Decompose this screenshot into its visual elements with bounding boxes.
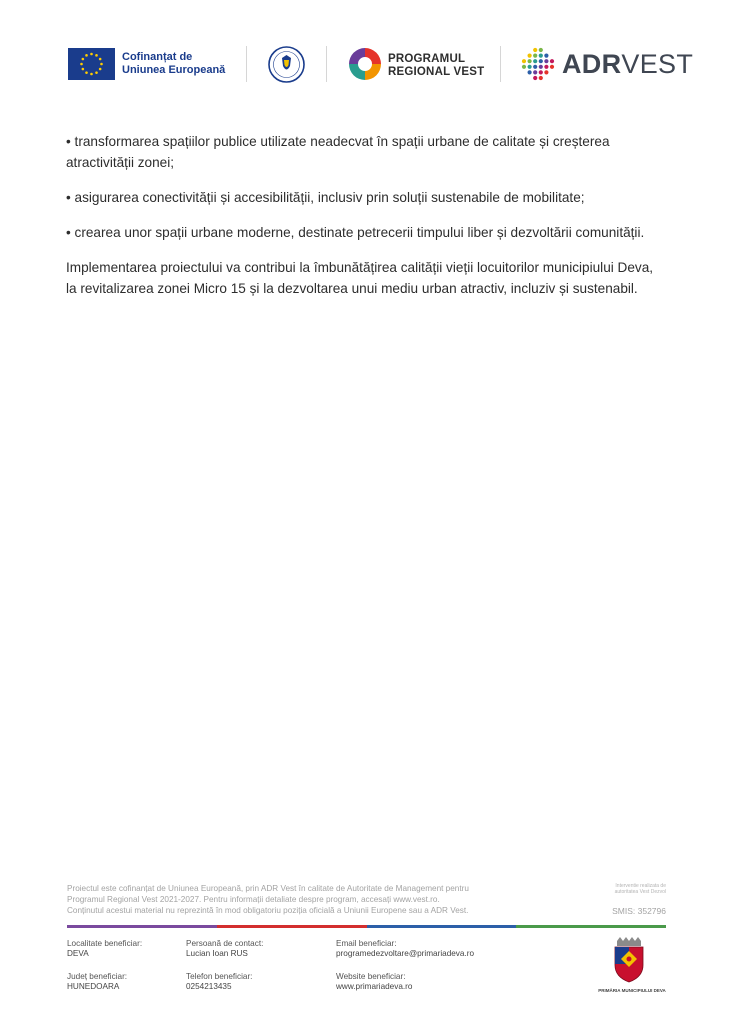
eu-star-icon (80, 63, 83, 66)
email-info: Email beneficiar: programedezvoltare@primariadeva.ro (336, 939, 475, 958)
eu-star-icon (99, 68, 102, 71)
email-link[interactable]: programedezvoltare@primariadeva.ro (336, 949, 475, 958)
summary-paragraph: Implementarea proiectului va contribui la îmbunătățirea calității vieții locuitorilor municipiului Deva, la revitalizarea zonei Micro 15 și la dezvoltarea unui mediu urban atractiv, incluziv și sustenabil. (66, 260, 654, 296)
color-segment (367, 925, 517, 928)
logo-dot (539, 76, 543, 80)
color-segment (217, 925, 367, 928)
eu-star-icon (90, 73, 93, 76)
logo-dot (539, 70, 543, 74)
funding-disclaimer: Proiectul este cofinanțat de Uniunea Europeană, prin ADR Vest în calitate de Autoritate de Management pentru Programul Regional Vest 2021-2027. Pentru informații detaliate despre program, accesați www.vest.ro. Conținutul acestui material nu reprezintă în mod obligatoriu poziția oficială a Uniunii Europene sau a ADR Vest. (67, 884, 469, 915)
logo-dot (528, 54, 532, 58)
color-segment (67, 925, 217, 928)
logo-dot (544, 65, 548, 69)
eu-star-icon (85, 71, 88, 74)
footer-color-bar (67, 925, 666, 928)
bullet-paragraph: • asigurarea conectivității și accesibilității, inclusiv prin soluții sustenabile de mobilitate; (66, 190, 585, 205)
eu-star-icon (100, 63, 103, 66)
logo-dot (544, 70, 548, 74)
logo-dot (539, 48, 543, 52)
eu-flag-icon (68, 48, 115, 80)
eu-star-icon (85, 54, 88, 57)
logo-dot (533, 70, 537, 74)
logo-dot (533, 59, 537, 63)
logo-dot (522, 59, 526, 63)
eu-star-icon (82, 68, 85, 71)
programul-regional-vest-logo-icon (348, 47, 382, 81)
logo-dot (544, 59, 548, 63)
logo-dot (550, 59, 554, 63)
logo-dot (528, 65, 532, 69)
logo-dot (539, 65, 543, 69)
smis-code: SMIS: 352796 (612, 906, 666, 916)
bullet-paragraph: • crearea unor spații urbane moderne, destinate petrecerii timpului liber și dezvoltării comunității. (66, 225, 645, 240)
adr-vest-label: ADRVEST (562, 49, 694, 79)
website-link[interactable]: www.primariadeva.ro (336, 982, 413, 991)
judet-info: Județ beneficiar: HUNEDOARA (67, 972, 128, 991)
romanian-government-seal-icon (268, 46, 305, 83)
logo-dot (522, 65, 526, 69)
adr-vest-dots-logo-icon (521, 47, 555, 81)
divider (246, 46, 247, 82)
localitate-info: Localitate beneficiar: DEVA (67, 939, 143, 958)
logo-dot (533, 54, 537, 58)
color-segment (516, 925, 666, 928)
eu-cofinancing-label: Cofinanțat de Uniunea Europeană (122, 51, 226, 76)
divider (326, 46, 327, 82)
divider (500, 46, 501, 82)
website-info: Website beneficiar: www.primariadeva.ro (336, 972, 413, 991)
logo-dot (539, 54, 543, 58)
telefon-info: Telefon beneficiar: 0254213435 (186, 972, 253, 991)
logo-dot (533, 48, 537, 52)
persoana-contact-info: Persoană de contact: Lucian Ioan RUS (186, 939, 264, 958)
eu-star-icon (82, 58, 85, 61)
small-note: Interventie realizata de autoritatea Vest Dezvol (614, 883, 666, 895)
logo-dot (528, 70, 532, 74)
logo-dot (539, 59, 543, 63)
primaria-deva-label: PRIMĂRIA MUNICIPIULUI DEVA (598, 988, 666, 993)
body-text (66, 131, 666, 313)
eu-star-icon (99, 58, 102, 61)
logo-dot (533, 65, 537, 69)
header-logos (0, 0, 731, 130)
deva-city-crest-icon (611, 937, 647, 983)
programul-regional-vest-label: PROGRAMUL REGIONAL VEST (388, 53, 485, 78)
logo-dot (550, 65, 554, 69)
logo-dot (528, 59, 532, 63)
eu-star-icon (95, 71, 98, 74)
logo-dot (544, 54, 548, 58)
bullet-paragraph: • transformarea spațiilor publice utilizate neadecvat în spații urbane de calitate și creșterea atractivității zonei; (66, 134, 610, 170)
eu-star-icon (95, 54, 98, 57)
logo-dot (533, 76, 537, 80)
eu-star-icon (90, 53, 93, 56)
